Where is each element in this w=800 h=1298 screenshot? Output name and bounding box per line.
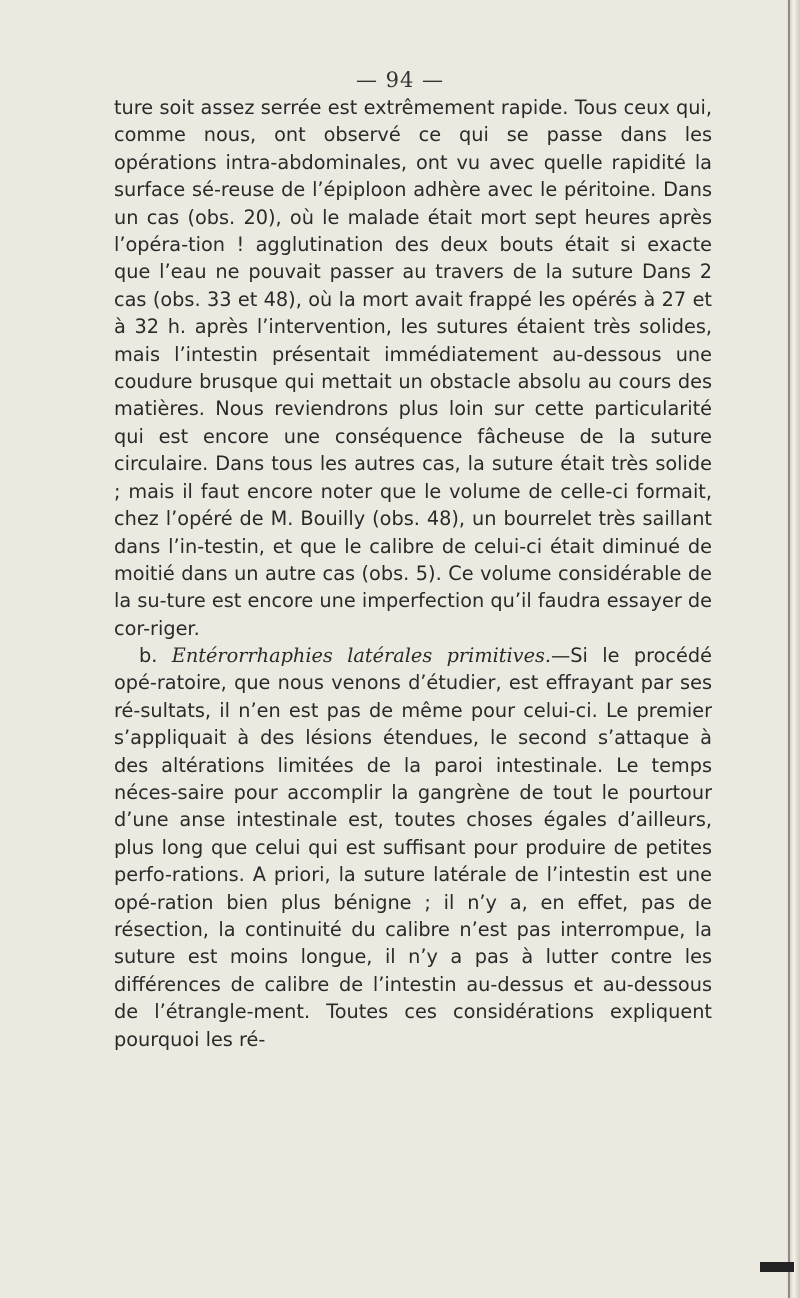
scan-mark	[760, 1262, 794, 1272]
binding-line	[788, 0, 790, 1298]
paragraph-1-text: ture soit assez serrée est extrêmement rapide. Tous ceux qui, comme nous, ont observé ce qui se passe dans les opérations intra-abdominales, ont vu avec quelle rapidité la surface sé-reuse de l’épiploon adhère avec le péritoine. Dans un cas (obs. 20), où le malade était mort sept heures après l’opéra-tion ! agglutination des deux bouts était si exacte que l’eau ne pouvait passer au travers de la suture Dans 2 cas (obs. 33 et 48), où la mort avait frappé les opérés à 27 et à 32 h. après l’intervention, les sutures étaient très solides, mais l’intestin présentait immédiatement au-dessous une coudure brusque qui mettait un obstacle absolu au cours des matières. Nous reviendrons plus loin sur cette particularité qui est encore une conséquence fâcheuse de la suture circulaire. Dans tous les autres cas, la suture était très solide ; mais il faut encore noter que le volume de celle-ci formait, chez l’opéré de M. Bouilly (obs. 48), un bourrelet très saillant dans l’in-testin, et que le calibre de celui-ci était diminué de moitié dans un autre cas (obs. 5). Ce volume considérable de la su-ture est encore une imperfection qu’il faudra essayer de cor-riger.	[114, 96, 712, 640]
paragraph-2	[114, 642, 712, 1053]
section-label: b.	[139, 644, 158, 667]
page-number: — 94 —	[355, 68, 445, 92]
paragraph-1	[114, 94, 712, 642]
section-heading: Entérorrhaphies latérales primitives.	[171, 644, 552, 667]
paragraph-2-text: —Si le procédé opé-ratoire, que nous venons d’étudier, est effrayant par ses ré-sultats, il n’en est pas de même pour celui-ci. Le premier s’appliquait à des lésions étendues, le second s’attaque à des altérations limitées de la paroi intestinale. Le temps néces-saire pour accomplir la gangrène de tout le pourtour d’une anse intestinale est, toutes choses égales d’ailleurs, plus long que celui qui est suffisant pour produire de petites perfo-rations. A priori, la suture latérale de l’intestin est une opé-ration bien plus bénigne ; il n’y a, en effet, pas de résection, la continuité du calibre n’est pas interrompue, la suture est moins longue, il n’y a pas à lutter contre les différences de calibre de l’intestin au-dessus et au-dessous de l’étrangle-ment. Toutes ces considérations expliquent pourquoi les ré-	[114, 644, 712, 1051]
